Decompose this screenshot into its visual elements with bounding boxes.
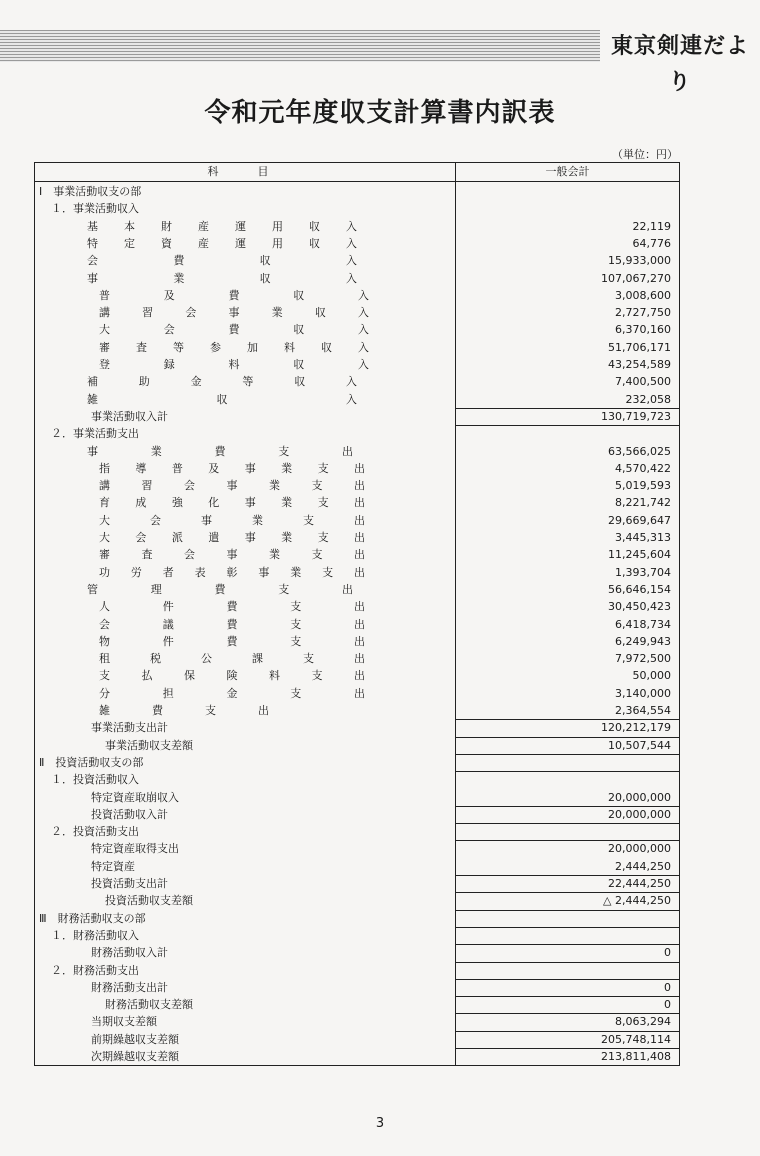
row-value: 2,727,750 bbox=[615, 306, 671, 320]
table-row bbox=[35, 1048, 679, 1065]
row-value: 64,776 bbox=[632, 236, 671, 250]
value-cell-border bbox=[456, 996, 679, 997]
table-row bbox=[35, 650, 679, 667]
row-label: 講 習 会 事 業 収 入 bbox=[99, 306, 369, 320]
value-cell-border bbox=[456, 875, 679, 876]
row-value: 4,570,422 bbox=[615, 461, 671, 475]
table-row bbox=[35, 200, 679, 217]
row-label: ２．財務活動支出 bbox=[51, 963, 139, 977]
row-label: Ⅰ 事業活動収支の部 bbox=[39, 185, 142, 198]
table-row bbox=[35, 494, 679, 511]
row-value: 3,008,600 bbox=[615, 288, 671, 302]
table-row bbox=[35, 962, 679, 979]
row-label: 審 査 等 参 加 料 収 入 bbox=[99, 340, 369, 354]
row-label: 補 助 金 等 収 入 bbox=[87, 375, 357, 389]
row-value: 6,249,943 bbox=[615, 634, 671, 648]
table-row bbox=[35, 806, 679, 823]
row-value: 7,400,500 bbox=[615, 375, 671, 389]
table-row bbox=[35, 979, 679, 996]
row-label: 投資活動収支差額 bbox=[105, 894, 193, 908]
value-cell-border bbox=[456, 979, 679, 980]
row-label: 事 業 収 入 bbox=[87, 271, 357, 285]
table-row bbox=[35, 391, 679, 408]
row-label: ２．事業活動支出 bbox=[51, 427, 139, 441]
table-row bbox=[35, 270, 679, 287]
table-row bbox=[35, 996, 679, 1013]
row-label: 当期収支差額 bbox=[91, 1015, 157, 1029]
row-value: 20,000,000 bbox=[608, 842, 671, 856]
value-cell-border bbox=[456, 737, 679, 738]
row-value: 3,140,000 bbox=[615, 686, 671, 700]
table-row bbox=[35, 771, 679, 788]
value-cell-border bbox=[456, 806, 679, 807]
value-cell-border bbox=[456, 1013, 679, 1014]
row-value: 30,450,423 bbox=[608, 600, 671, 614]
row-label: 特定資産取崩収入 bbox=[91, 790, 179, 804]
table-row bbox=[35, 218, 679, 235]
value-cell-border bbox=[456, 944, 679, 945]
table-row bbox=[35, 252, 679, 269]
table-row bbox=[35, 616, 679, 633]
row-value: 50,000 bbox=[632, 669, 671, 683]
table-row bbox=[35, 546, 679, 563]
table-row bbox=[35, 287, 679, 304]
row-label: 普 及 費 収 入 bbox=[99, 288, 369, 302]
table-row bbox=[35, 892, 679, 909]
row-label: 管 理 費 支 出 bbox=[87, 582, 353, 596]
row-label: 特 定 資 産 運 用 収 入 bbox=[87, 236, 357, 250]
row-value: 2,364,554 bbox=[615, 704, 671, 717]
row-label: 特定資産 bbox=[91, 859, 135, 873]
table-row bbox=[35, 512, 679, 529]
row-value: 10,507,544 bbox=[608, 738, 671, 752]
row-value: 232,058 bbox=[625, 392, 671, 406]
row-label: 功 労 者 表 彰 事 業 支 出 bbox=[99, 565, 365, 579]
row-value: 0 bbox=[664, 998, 671, 1012]
row-label: 支 払 保 険 料 支 出 bbox=[99, 669, 365, 683]
row-label: Ⅲ 財務活動収支の部 bbox=[39, 911, 146, 925]
unit-label: （単位：円） bbox=[612, 148, 678, 161]
row-label: 前期繰越収支差額 bbox=[91, 1032, 179, 1046]
table-row bbox=[35, 373, 679, 390]
row-label: 事 業 費 支 出 bbox=[87, 444, 353, 458]
table-row bbox=[35, 408, 679, 425]
row-value: 51,706,171 bbox=[608, 340, 671, 354]
table-row bbox=[35, 443, 679, 460]
table-row bbox=[35, 235, 679, 252]
row-label: 人 件 費 支 出 bbox=[99, 600, 365, 614]
row-label: １．投資活動収入 bbox=[51, 773, 139, 787]
row-label: 大 会 事 業 支 出 bbox=[99, 513, 365, 527]
table-row bbox=[35, 460, 679, 477]
table-row bbox=[35, 564, 679, 581]
table-row bbox=[35, 702, 679, 719]
row-value: 8,221,742 bbox=[615, 496, 671, 510]
table-row bbox=[35, 304, 679, 321]
table-row bbox=[35, 339, 679, 356]
row-value: 2,444,250 bbox=[615, 859, 671, 873]
row-label: １．財務活動収入 bbox=[51, 928, 139, 942]
row-label: 物 件 費 支 出 bbox=[99, 634, 365, 648]
table-row bbox=[35, 598, 679, 615]
row-label: 事業活動支出計 bbox=[91, 721, 168, 735]
table-row bbox=[35, 183, 679, 200]
value-cell-border bbox=[456, 892, 679, 893]
row-label: 投資活動支出計 bbox=[91, 877, 168, 890]
table-row bbox=[35, 944, 679, 961]
row-value: 6,370,160 bbox=[615, 323, 671, 337]
row-value: 130,719,723 bbox=[601, 409, 671, 423]
table-row bbox=[35, 719, 679, 736]
row-value: 11,245,604 bbox=[608, 548, 671, 562]
row-value: 213,811,408 bbox=[601, 1050, 671, 1063]
table-row bbox=[35, 425, 679, 442]
value-cell-border bbox=[456, 408, 679, 409]
table-row bbox=[35, 685, 679, 702]
row-label: 雑 収 入 bbox=[87, 392, 357, 406]
table-row bbox=[35, 477, 679, 494]
value-cell-border bbox=[456, 910, 679, 911]
value-cell-border bbox=[456, 1031, 679, 1032]
page-number: 3 bbox=[375, 1116, 385, 1131]
row-value: 7,972,500 bbox=[615, 652, 671, 666]
row-label: 事業活動収入計 bbox=[91, 409, 168, 423]
row-label: 財務活動支出計 bbox=[91, 980, 168, 994]
row-value: 22,119 bbox=[632, 219, 671, 233]
value-cell-border bbox=[456, 754, 679, 755]
row-label: 投資活動収入計 bbox=[91, 807, 168, 821]
value-cell-border bbox=[456, 962, 679, 963]
row-label: 事業活動収支差額 bbox=[105, 738, 193, 752]
table-row bbox=[35, 823, 679, 840]
row-value: 120,212,179 bbox=[601, 721, 671, 735]
row-value: 20,000,000 bbox=[608, 790, 671, 804]
row-label: 登 録 料 収 入 bbox=[99, 358, 369, 371]
row-label: 財務活動収支差額 bbox=[105, 998, 193, 1012]
row-value: 22,444,250 bbox=[608, 877, 671, 890]
row-label: 育 成 強 化 事 業 支 出 bbox=[99, 496, 365, 510]
row-label: 指 導 普 及 事 業 支 出 bbox=[99, 461, 365, 475]
row-label: 租 税 公 課 支 出 bbox=[99, 652, 365, 666]
row-label: 会 費 収 入 bbox=[87, 254, 357, 268]
table-row bbox=[35, 875, 679, 892]
value-cell-border bbox=[456, 823, 679, 824]
column-header-general: 一般会計 bbox=[545, 165, 590, 178]
column-header-subject: 科 目 bbox=[207, 165, 283, 178]
table-row bbox=[35, 927, 679, 944]
row-label: 分 担 金 支 出 bbox=[99, 686, 365, 700]
row-label: ２．投資活動支出 bbox=[51, 825, 139, 839]
value-cell-border bbox=[456, 719, 679, 720]
row-label: Ⅱ 投資活動収支の部 bbox=[39, 755, 144, 769]
row-value: 8,063,294 bbox=[615, 1015, 671, 1029]
table-row bbox=[35, 633, 679, 650]
row-label: 講 習 会 事 業 支 出 bbox=[99, 479, 365, 493]
table-row bbox=[35, 529, 679, 546]
row-value: 43,254,589 bbox=[608, 358, 671, 371]
table-row bbox=[35, 737, 679, 754]
row-label: 審 査 会 事 業 支 出 bbox=[99, 548, 365, 562]
row-value: 205,748,114 bbox=[601, 1032, 671, 1046]
row-value: 1,393,704 bbox=[615, 565, 671, 579]
row-value: 63,566,025 bbox=[608, 444, 671, 458]
row-label: １．事業活動収入 bbox=[51, 202, 139, 216]
row-label: 雑 費 支 出 bbox=[99, 704, 269, 717]
row-label: 大 会 費 収 入 bbox=[99, 323, 369, 337]
row-value: 107,067,270 bbox=[601, 271, 671, 285]
row-label: 財務活動収入計 bbox=[91, 946, 168, 960]
table-row bbox=[35, 321, 679, 338]
page-title: 令和元年度収支計算書内訳表 bbox=[204, 98, 556, 128]
masthead-logo: 東京剣連だより bbox=[600, 28, 760, 64]
row-value: 5,019,593 bbox=[615, 479, 671, 493]
table-row bbox=[35, 910, 679, 927]
value-cell-border bbox=[456, 1048, 679, 1049]
row-label: 会 議 費 支 出 bbox=[99, 617, 365, 631]
row-value: 56,646,154 bbox=[608, 582, 671, 596]
row-value: 3,445,313 bbox=[615, 531, 671, 544]
table-row bbox=[35, 858, 679, 875]
table-row bbox=[35, 1013, 679, 1030]
row-value: 0 bbox=[664, 946, 671, 960]
table-row bbox=[35, 581, 679, 598]
row-value: 15,933,000 bbox=[608, 254, 671, 268]
table-row bbox=[35, 754, 679, 771]
table-header bbox=[35, 163, 679, 182]
row-label: 大 会 派 遣 事 業 支 出 bbox=[99, 531, 365, 544]
row-value: 29,669,647 bbox=[608, 513, 671, 527]
row-value: 20,000,000 bbox=[608, 807, 671, 821]
row-label: 基 本 財 産 運 用 収 入 bbox=[87, 219, 357, 233]
table-row bbox=[35, 840, 679, 857]
row-value: 6,418,734 bbox=[615, 617, 671, 631]
row-label: 特定資産取得支出 bbox=[91, 842, 179, 856]
table-row bbox=[35, 789, 679, 806]
row-label: 次期繰越収支差額 bbox=[91, 1050, 179, 1063]
table-row bbox=[35, 356, 679, 373]
table-row bbox=[35, 667, 679, 684]
breakdown-table bbox=[34, 162, 680, 1066]
table-row bbox=[35, 1031, 679, 1048]
row-value: 0 bbox=[664, 980, 671, 994]
row-value: △ 2,444,250 bbox=[603, 894, 671, 908]
value-cell-border bbox=[456, 1065, 679, 1066]
